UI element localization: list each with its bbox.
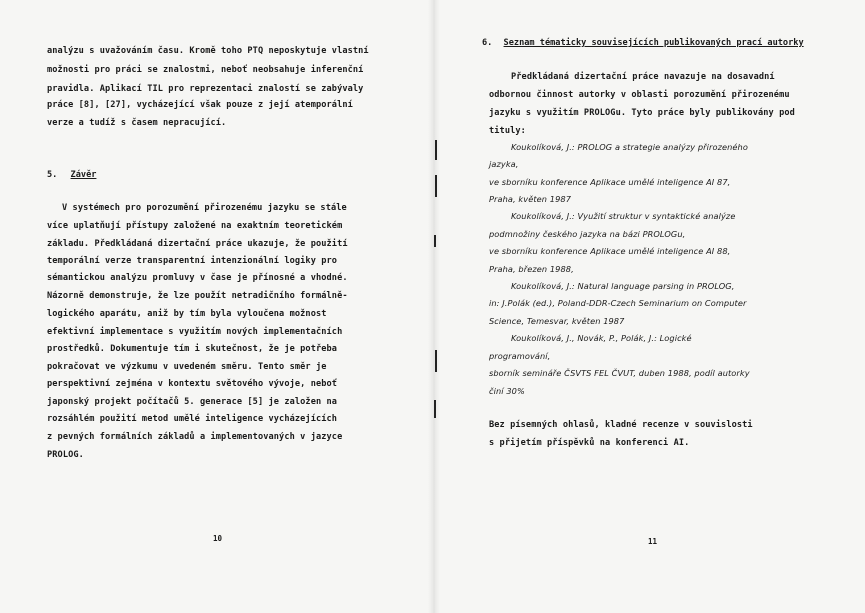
left-para2-line: rozsáhlém použití metod umělé inteligence vycházejících <box>47 414 338 424</box>
section-heading-5 <box>47 170 96 180</box>
left-para2-line: pokračovat ve výzkumu v uvedeném směru. Tento směr je <box>47 362 327 372</box>
intro-line: Předkládaná dizertační práce navazuje na dosavadní <box>511 72 775 82</box>
left-para2-line: PROLOG. <box>47 450 84 460</box>
reference-line: in: J.Polák (ed.), Poland-DDR-Czech Seminarium on Computer <box>489 298 747 308</box>
left-para2-line: základu. Předkládaná dizertační práce ukazuje, že použití <box>47 239 348 249</box>
page-number: 11 <box>648 537 658 546</box>
reference-line: ve sborníku konference Aplikace umělé inteligence AI 87, <box>489 177 731 187</box>
reference-line: Science, Temesvar, květen 1987 <box>489 316 625 326</box>
reference-line: podmnožiny českého jazyka na bázi PROLOGu, <box>489 229 686 239</box>
left-para2-line: temporální verze transparentní intenzionální logiky pro <box>47 256 338 266</box>
left-para2-line: z pevných formálních základů a implementovaných v jazyce <box>47 432 343 442</box>
intro-line: odbornou činnost autorky v oblasti porozumění přirozenému <box>489 90 790 100</box>
reference-line: Koukolíková, J.: PROLOG a strategie analýzy přirozeného <box>511 142 748 152</box>
left-para2-line: Názorně demonstruje, že lze použít netradičního formálně- <box>47 291 348 301</box>
left-para2-line: sémantickou analýzu promluvy v čase je přínosné a vhodné. <box>47 273 348 283</box>
intro-line: jazyku s využitím PROLOGu. Tyto práce byly publikovány pod <box>489 108 795 118</box>
left-para2-line: logického aparátu, aniž by tím byla vyloučena možnost <box>47 309 327 319</box>
left-para2-line: prostředků. Dokumentuje tím i skutečnost, že je potřeba <box>47 344 338 354</box>
right-page <box>433 0 865 613</box>
left-para1-line: pravidla. Aplikací TIL pro reprezentaci znalostí se zabývaly <box>47 84 364 94</box>
reference-line: programování, <box>489 351 551 361</box>
reference-line: Koukolíková, J.: Natural language parsing in PROLOG, <box>511 281 735 291</box>
section-number: 6. <box>482 38 493 48</box>
closing-line: s přijetím příspěvků na konferenci AI. <box>489 438 690 448</box>
left-para1-line: práce [8], [27], vycházející však pouze z její atemporální <box>47 100 353 110</box>
left-para1-line: verze a tudíž s časem nepracující. <box>47 118 227 128</box>
left-para2-line: japonský projekt počítačů 5. generace [5] je založen na <box>47 397 338 407</box>
page-number: 10 <box>213 534 223 543</box>
left-para2-line: efektivní implementace s využitím nových implementačních <box>47 327 343 337</box>
reference-line: činí 30% <box>489 386 525 396</box>
reference-line: jazyka, <box>489 159 519 169</box>
reference-line: Koukolíková, J., Novák, P., Polák, J.: Logické <box>511 333 692 343</box>
closing-line: Bez písemných ohlasů, kladné recenze v souvislosti <box>489 420 753 430</box>
left-para2-line: více uplatňují přístupy založené na exaktním teoretickém <box>47 221 343 231</box>
section-heading-6 <box>482 38 804 48</box>
left-para1-line: analýzu s uvažováním času. Kromě toho PTQ neposkytuje vlastní <box>47 46 369 56</box>
left-para2-line: V systémech pro porozumění přirozenému jazyku se stále <box>62 203 347 213</box>
section-title: Seznam tématicky souvisejících publikovaných prací autorky <box>503 38 804 48</box>
section-title: Závěr <box>70 170 97 180</box>
intro-line: tituly: <box>489 126 526 136</box>
left-para2-line: perspektivní zejména v kontextu světového vývoje, neboť <box>47 379 338 389</box>
reference-line: Praha, květen 1987 <box>489 194 572 204</box>
reference-line: sborník semináře ČSVTS FEL ČVUT, duben 1988, podíl autorky <box>489 368 750 378</box>
left-para1-line: možnosti pro práci se znalostmi, neboť neobsahuje inferenční <box>47 65 364 75</box>
reference-line: ve sborníku konference Aplikace umělé inteligence AI 88, <box>489 246 731 256</box>
reference-line: Praha, březen 1988, <box>489 264 574 274</box>
reference-line: Koukolíková, J.: Využití struktur v syntaktické analýze <box>511 211 736 221</box>
section-number: 5. <box>47 170 58 180</box>
